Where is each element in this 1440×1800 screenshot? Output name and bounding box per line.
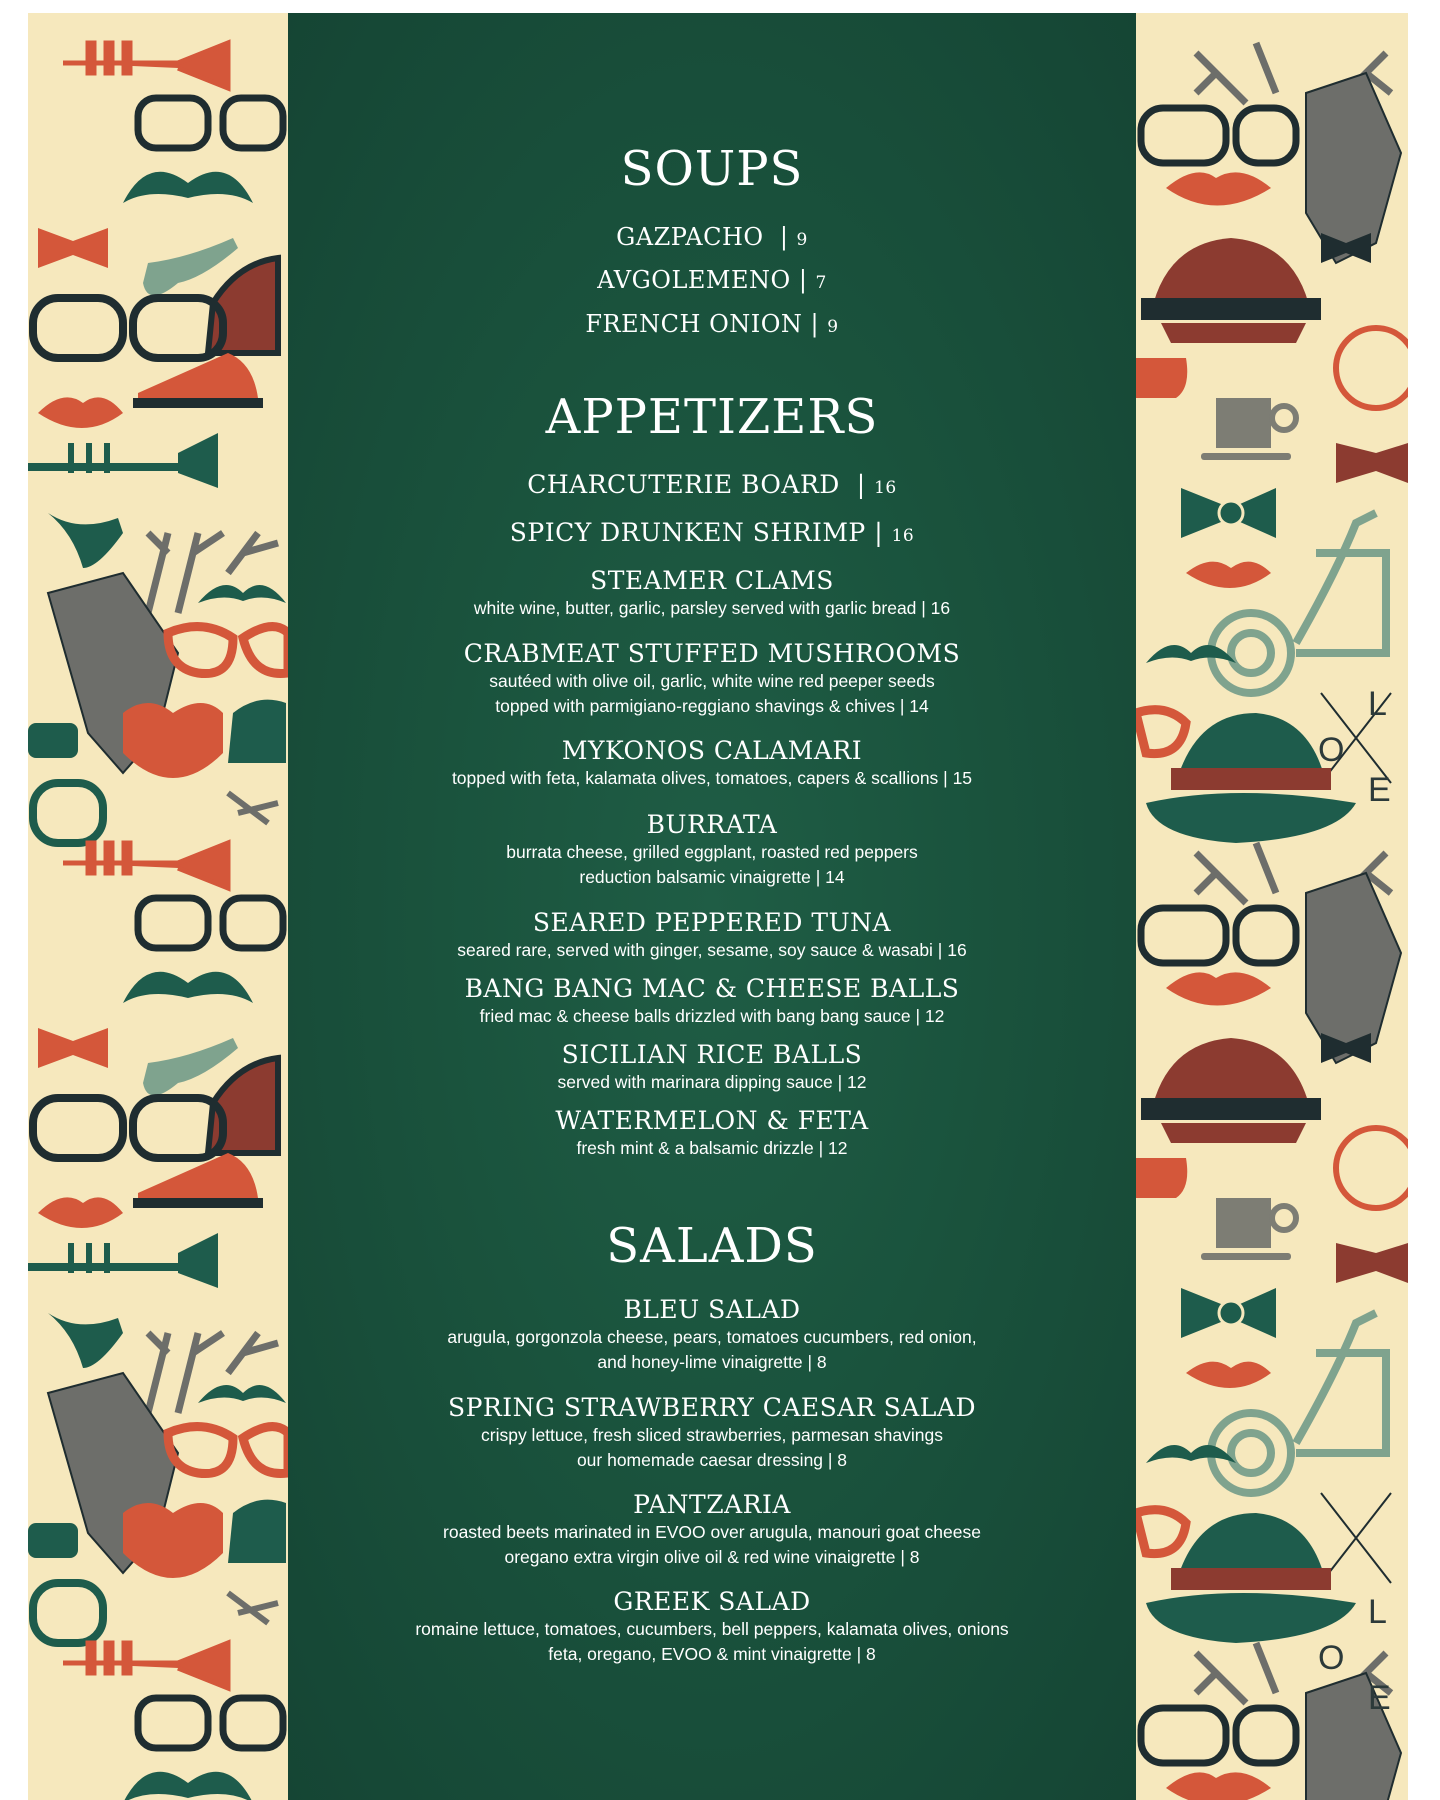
soup-item: AVGOLEMENO | 7 xyxy=(597,266,827,294)
trumpet-icon xyxy=(63,43,228,88)
sign-letter: O xyxy=(1318,731,1345,769)
item-name: GAZPACHO xyxy=(616,223,764,251)
lips-icon xyxy=(38,397,123,428)
antler-icon xyxy=(228,793,278,823)
item-name: STEAMER CLAMS xyxy=(590,566,834,595)
item-name: MYKONOS CALAMARI xyxy=(561,736,863,765)
sign-letter: O xyxy=(1318,1639,1345,1677)
item-description: fried mac & cheese balls drizzled with bang bang sauce | 12 xyxy=(479,1006,945,1026)
menu-item xyxy=(288,566,1136,621)
item-name: CHARCUTERIE BOARD xyxy=(527,470,840,499)
item-description: topped with parmigiano-reggiano shavings & chives | 14 xyxy=(495,696,929,716)
trumpet-icon xyxy=(28,433,218,488)
salads-heading: SALADS xyxy=(606,1218,818,1274)
menu-item xyxy=(288,1040,1136,1095)
menu-item: SPICY DRUNKEN SHRIMP | 16 xyxy=(509,518,915,547)
item-description: roasted beets marinated in EVOO over arugula, manouri goat cheese xyxy=(443,1522,981,1542)
shoe-icon xyxy=(28,723,78,758)
left-pattern-strip xyxy=(28,13,288,1800)
soup-item: GAZPACHO | 9 xyxy=(616,223,808,251)
item-price: 16 xyxy=(891,526,915,546)
item-price: 7 xyxy=(815,273,827,293)
menu-item xyxy=(288,1295,1136,1375)
item-description: seared rare, served with ginger, sesame, soy sauce & wasabi | 16 xyxy=(457,940,967,960)
sign-letter: E xyxy=(1368,1679,1391,1717)
hipster-pattern-left xyxy=(28,13,288,1800)
glasses-icon xyxy=(33,298,223,358)
sign-letters-top xyxy=(1136,13,1408,813)
menu-page xyxy=(28,13,1408,1800)
item-description: arugula, gorgonzola cheese, pears, tomatoes cucumbers, red onion, xyxy=(447,1327,977,1347)
item-name: SPRING STRAWBERRY CAESAR SALAD xyxy=(447,1393,976,1422)
mustache-icon xyxy=(198,585,286,603)
menu-item xyxy=(288,1587,1136,1667)
item-name: SEARED PEPPERED TUNA xyxy=(532,908,892,937)
beard-icon xyxy=(123,703,223,778)
item-description: fresh mint & a balsamic drizzle | 12 xyxy=(576,1138,848,1158)
item-name: PANTZARIA xyxy=(633,1490,791,1519)
menu-item xyxy=(288,1393,1136,1473)
item-description: white wine, butter, garlic, parsley served with garlic bread | 16 xyxy=(473,598,951,618)
soups-heading: SOUPS xyxy=(620,141,804,197)
item-price: 9 xyxy=(827,317,839,337)
item-name: SICILIAN RICE BALLS xyxy=(561,1040,863,1069)
item-name: GREEK SALAD xyxy=(613,1587,811,1616)
hat-icon xyxy=(228,700,286,763)
item-description: topped with feta, kalamata olives, tomatoes, capers & scallions | 15 xyxy=(451,768,973,788)
soup-item: FRENCH ONION | 9 xyxy=(585,310,839,338)
appetizers-heading: APPETIZERS xyxy=(545,389,879,445)
menu-item xyxy=(288,639,1136,719)
menu-item: CHARCUTERIE BOARD | 16 xyxy=(527,470,897,499)
item-price: 16 xyxy=(874,478,897,498)
glasses-icon xyxy=(33,783,103,843)
menu-item xyxy=(288,736,1136,791)
item-name: BURRATA xyxy=(646,810,778,839)
menu-item xyxy=(288,1106,1136,1161)
sign-letter: L xyxy=(1368,1593,1387,1631)
item-description: crispy lettuce, fresh sliced strawberries, parmesan shavings xyxy=(481,1425,943,1445)
sign-letters-bottom xyxy=(1136,813,1408,1717)
sign-letter: E xyxy=(1368,771,1391,809)
pipe-icon xyxy=(48,513,123,568)
item-description: romaine lettuce, tomatoes, cucumbers, bell peppers, kalamata olives, onions xyxy=(415,1619,1009,1639)
item-description: reduction balsamic vinaigrette | 14 xyxy=(579,867,845,887)
menu-item xyxy=(288,908,1136,963)
item-description: feta, oregano, EVOO & mint vinaigrette | 8 xyxy=(548,1644,876,1664)
item-name: AVGOLEMENO xyxy=(597,266,791,294)
glasses-icon xyxy=(168,627,288,674)
item-description: our homemade caesar dressing | 8 xyxy=(576,1450,848,1470)
item-name: WATERMELON & FETA xyxy=(555,1106,869,1135)
glasses-icon xyxy=(138,98,283,148)
mustache-icon xyxy=(123,172,253,203)
item-description: sautéed with olive oil, garlic, white wine red peeper seeds xyxy=(489,671,935,691)
item-name: FRENCH ONION xyxy=(585,310,803,338)
item-name: BLEU SALAD xyxy=(623,1295,801,1324)
menu-item xyxy=(288,810,1136,890)
item-name: BANG BANG MAC & CHEESE BALLS xyxy=(464,974,960,1003)
item-description: oregano extra virgin olive oil & red wine vinaigrette | 8 xyxy=(504,1547,920,1567)
right-pattern-strip xyxy=(1136,13,1408,1800)
item-description: and honey-lime vinaigrette | 8 xyxy=(597,1352,827,1372)
menu-item xyxy=(288,974,1136,1029)
menu-item xyxy=(288,1490,1136,1570)
sign-letter: L xyxy=(1368,685,1387,723)
menu-panel xyxy=(288,13,1136,1800)
item-name: SPICY DRUNKEN SHRIMP xyxy=(509,518,866,547)
item-description: served with marinara dipping sauce | 12 xyxy=(557,1072,867,1092)
item-name: CRABMEAT STUFFED MUSHROOMS xyxy=(463,639,961,668)
bow-tie-icon xyxy=(38,228,108,268)
item-description: burrata cheese, grilled eggplant, roasted red peppers xyxy=(506,842,918,862)
item-price: 9 xyxy=(796,230,808,250)
